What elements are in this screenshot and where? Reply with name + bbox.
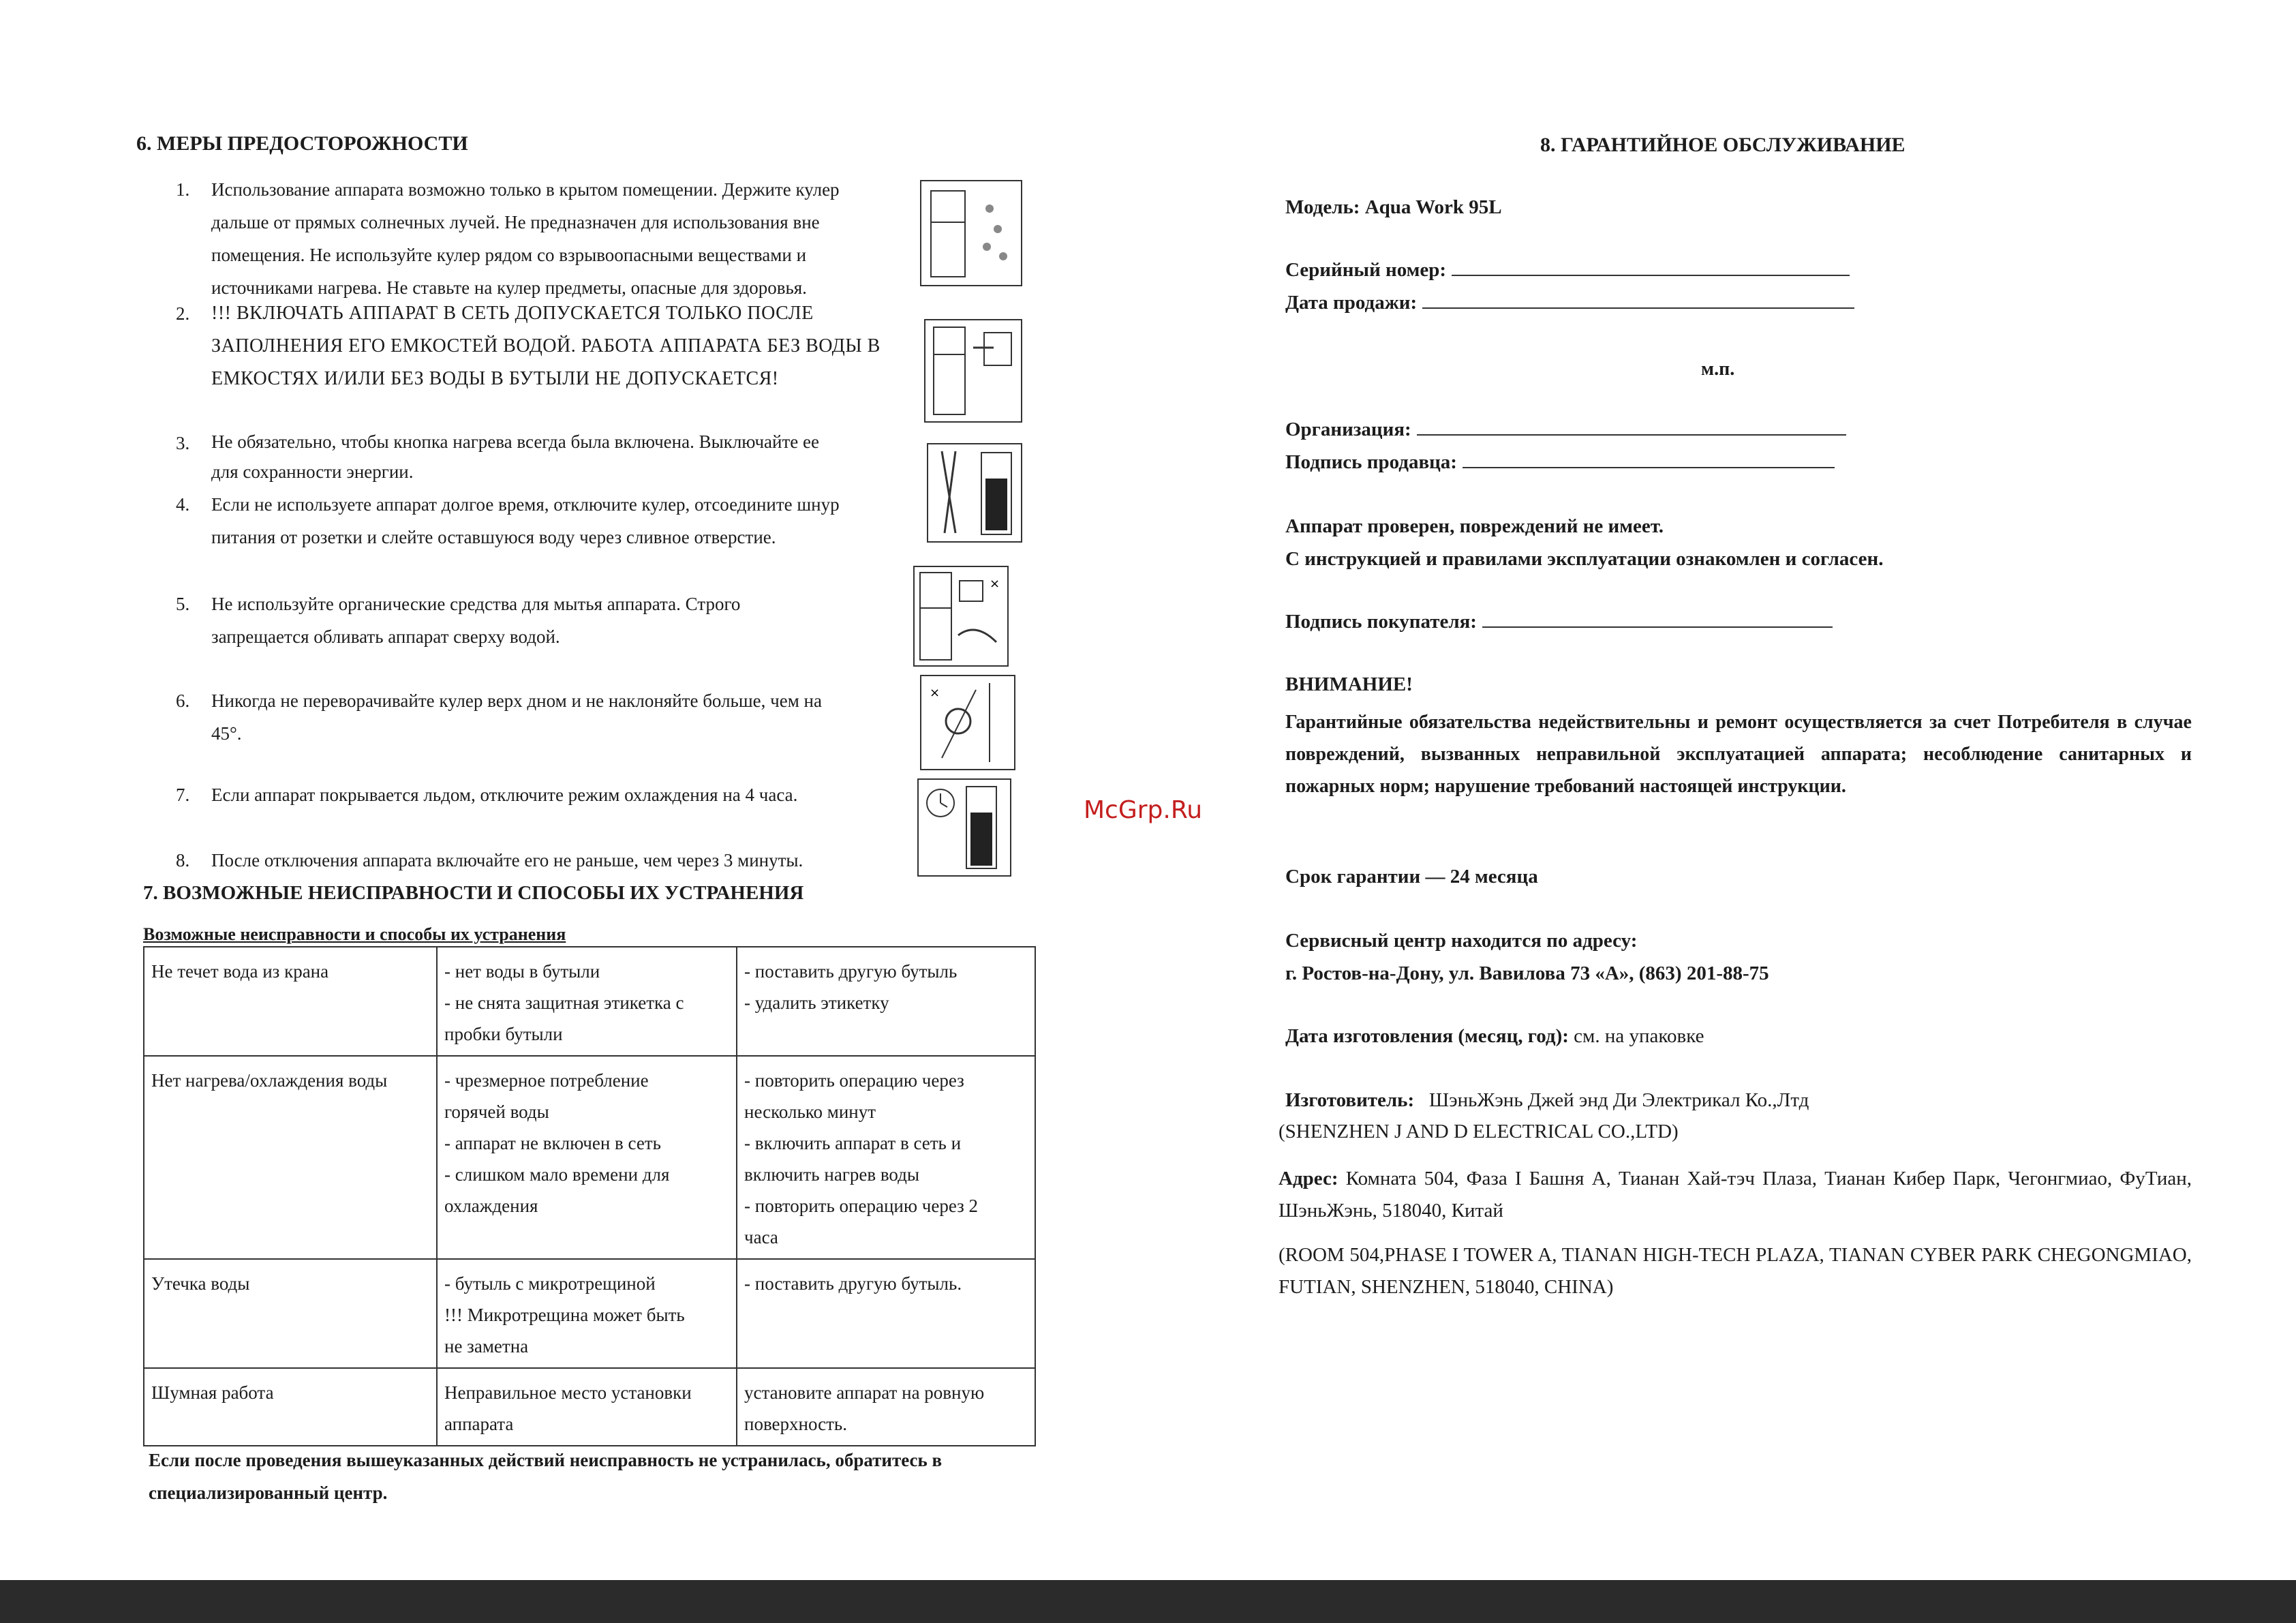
problem-cell: Не течет вода из крана — [144, 947, 437, 1056]
cooler-timer-illustration — [917, 778, 1011, 877]
causes-cell: - чрезмерное потребление горячей воды - аппарат не включен в сеть - слишком мало времени для охлаждения — [437, 1056, 737, 1259]
faults-table — [143, 946, 1036, 1446]
table-row — [144, 1056, 1035, 1259]
manufacturer-row: Изготовитель: ШэньЖэнь Джей энд Ди Электрикал Ко.,Лтд — [1285, 1089, 1809, 1111]
seller-sign-row: Подпись продавца: — [1285, 451, 1835, 474]
watermark-link[interactable]: McGrp.Ru — [1084, 796, 1203, 824]
svg-text:×: × — [930, 686, 940, 700]
solutions-cell: установите аппарат на ровную поверхность. — [737, 1368, 1035, 1446]
attention-body: Гарантийные обязательства недействительны и ремонт осуществляется за счет Потребителя в случае повреждений, вызванных неправильной эксплуатацией аппарата; несоблюдение санитарных и пожарных норм; нарушение требований настоящей инструкции. — [1285, 712, 2192, 797]
serial-field[interactable] — [1452, 260, 1850, 276]
organization-row: Организация: — [1285, 419, 1846, 441]
serial-row: Серийный номер: — [1285, 259, 1850, 282]
address-en: (ROOM 504,PHASE I TOWER A, TIANAN HIGH-TECH PLAZA, TIANAN CYBER PARK CHEGONGMIAO, FUTIAN, SHENZHEN, 518040, CHINA) — [1279, 1244, 2192, 1298]
solutions-cell: - поставить другую бутыль. — [737, 1259, 1035, 1368]
bottom-border — [0, 1580, 2296, 1623]
seller-sign-field[interactable] — [1463, 452, 1835, 468]
problem-cell: Шумная работа — [144, 1368, 437, 1446]
service-note: Если после проведения вышеуказанных действий неисправность не устранилась, обратитесь в специализированный центр. — [149, 1450, 943, 1503]
section-8-title: 8. ГАРАНТИЙНОЕ ОБСЛУЖИВАНИЕ — [1540, 134, 1905, 156]
manufacture-date-row: Дата изготовления (месяц, год): см. на упаковке — [1285, 1025, 1704, 1047]
table-row — [144, 1259, 1035, 1368]
organization-field[interactable] — [1417, 419, 1846, 436]
manufacturer-en: (SHENZHEN J AND D ELECTRICAL CO.,LTD) — [1279, 1121, 1679, 1142]
stamp-place: м.п. — [1701, 359, 1735, 380]
warranty-period: Срок гарантии — 24 месяца — [1285, 866, 1538, 888]
checked-text-1: Аппарат проверен, повреждений не имеет. — [1285, 515, 1664, 537]
address-ru: Адрес: Комната 504, Фаза I Башня А, Тианан Хай-тэч Плаза, Тианан Кибер Парк, Чегонгмиао, ФуТиан, ШэньЖэнь, 518040, Китай — [1279, 1168, 2192, 1222]
solutions-cell: - поставить другую бутыль - удалить этикетку — [737, 947, 1035, 1056]
causes-cell: Неправильное место установки аппарата — [437, 1368, 737, 1446]
section-6-title: 6. МЕРЫ ПРЕДОСТОРОЖНОСТИ — [136, 132, 468, 155]
cooler-cleaning-illustration — [913, 566, 1009, 667]
svg-text:×: × — [990, 577, 1000, 591]
cooler-sun-illustration — [920, 180, 1022, 286]
sale-date-row: Дата продажи: — [1285, 292, 1854, 314]
model-label: Модель: Aqua Work 95L — [1285, 196, 1502, 218]
problem-cell: Нет нагрева/охлаждения воды — [144, 1056, 437, 1259]
section-7-title: 7. ВОЗМОЖНЫЕ НЕИСПРАВНОСТИ И СПОСОБЫ ИХ УСТРАНЕНИЯ — [143, 882, 804, 904]
solutions-cell: - повторить операцию через несколько минут - включить аппарат в сеть и включить нагрев воды - повторить операцию через 2 часа — [737, 1056, 1035, 1259]
cooler-unplug-illustration — [927, 443, 1022, 543]
buyer-sign-field[interactable] — [1482, 611, 1833, 628]
table-subtitle: Возможные неисправности и способы их устранения — [143, 924, 566, 944]
cooler-plug-illustration — [924, 319, 1022, 423]
problem-cell: Утечка воды — [144, 1259, 437, 1368]
left-page: 6. МЕРЫ ПРЕДОСТОРОЖНОСТИ 1. Использование аппарата возможно только в крытом помещении. Держите кулер дальше от прямых солнечных лучей. Не предназначен для использования вне помещения. Не используйте кулер рядом со взрывоопасными веществами и источниками нагрева. Не ставьте на кулер предметы, опасные для здоровья. 2. !!! ВКЛЮЧАТЬ АППАРАТ В СЕТЬ ДОПУСКАЕТСЯ ТОЛЬКО ПОСЛЕ ЗАПОЛНЕНИЯ ЕГО ЕМКОСТЕЙ ВОДОЙ. РАБОТА АППАРАТА БЕЗ ВОДЫ В ЕМКОСТЯХ И/ИЛИ БЕЗ ВОДЫ В БУТЫЛИ НЕ ДОПУСКАЕТСЯ! 3. Не обязательно, чтобы кнопка нагрева всегда была включена. Выключайте ее для сохранности энергии. 4. Если не используете аппарат долгое время, отключите кулер, отсоедините шнур питания от розетки и слейте оставшуюся воду через сливное отверстие. 5. Не используйте органические средства для мытья аппарата. Строго запрещается обливать аппарат сверху водой. 6. Никогда не переворачивайте кулер верх дном и не наклоняйте больше, чем на 45°. 7. Если аппарат покрывается льдом, отключите режим охлаждения на 4 часа. 8. После отключения аппарата включайте его не раньше, чем через 3 минуты. × × 7. ВОЗМОЖНЫЕ НЕИСПРАВНОСТИ И СПОСОБЫ ИХ УСТРАНЕНИЯ Возможные неисправности и способы их устранения Не течет вода из крана - нет воды в бутыли - не снята защитная этикетка с пробки бутыли - поставить другую бутыль - удалить этикетку Нет нагрева/охлаждения воды - чрезмерное потребление горячей воды - аппарат не включен в сеть - слишком мало времени для охлаждения - повторить операцию через несколько минут - включить аппарат в сеть и включить нагрев воды - повторить операцию через 2 часа Утечка воды - бутыль с микротрещиной !!! Микротрещина может быть не заметна - поставить другую бутыль. Шумная работа Неправильное место установки аппарата установите аппарат на ровную поверхность. Если после проведения вышеуказанных действий неисправность не устранилась, обратитесь в специализированный центр. — [0, 0, 1148, 1580]
service-label: Сервисный центр находится по адресу: — [1285, 930, 1638, 952]
cooler-tilt-illustration — [920, 675, 1015, 770]
table-row — [144, 1368, 1035, 1446]
table-row — [144, 947, 1035, 1056]
checked-text-2: С инструкцией и правилами эксплуатации ознакомлен и согласен. — [1285, 548, 1884, 570]
service-address: г. Ростов-на-Дону, ул. Вавилова 73 «А», (863) 201-88-75 — [1285, 962, 1769, 984]
causes-cell: - бутыль с микротрещиной !!! Микротрещина может быть не заметна — [437, 1259, 737, 1368]
causes-cell: - нет воды в бутыли - не снята защитная этикетка с пробки бутыли — [437, 947, 737, 1056]
sale-date-field[interactable] — [1422, 292, 1854, 309]
buyer-sign-row: Подпись покупателя: — [1285, 611, 1833, 633]
attention-heading: ВНИМАНИЕ! — [1285, 673, 1413, 695]
